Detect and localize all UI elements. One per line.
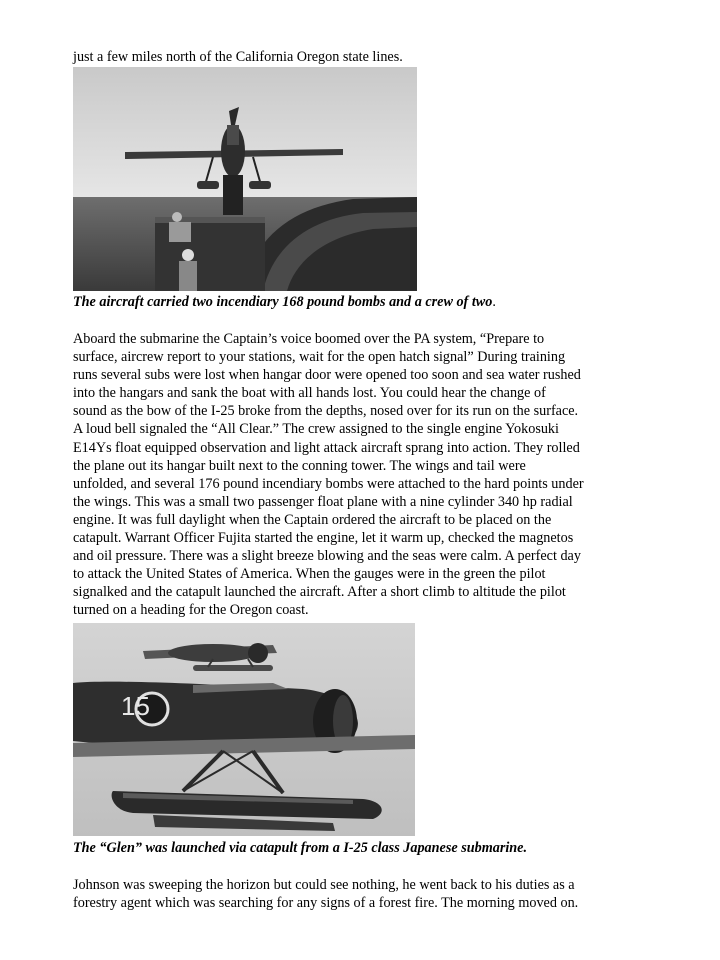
photo-floatplanes-in-flight (73, 623, 415, 836)
photo-floatplanes-in-flight-image (73, 623, 415, 836)
photo1-caption-period: . (492, 294, 496, 310)
photo1-caption (73, 293, 653, 311)
body-line: turned on a heading for the Oregon coast. (73, 602, 309, 619)
closing-paragraph (73, 876, 653, 912)
body-line: sound as the bow of the I-25 broke from the depths, nosed over for its run on the surface. (73, 403, 579, 420)
body-line: signalked and the catapult launched the aircraft. After a short climb to altitude the pilot (73, 584, 566, 601)
body-line: surface, aircrew report to your stations, wait for the open hatch signal” During training (73, 349, 566, 366)
body-paragraph (73, 330, 653, 620)
body-line: Aboard the submarine the Captain’s voice boomed over the PA system, “Prepare to (73, 331, 545, 347)
photo-aircraft-on-submarine-image (73, 67, 417, 291)
body-line: runs several subs were lost when hangar door were opened too soon and sea water rushed (73, 367, 581, 384)
closing-line: Johnson was sweeping the horizon but could see nothing, he went back to his duties as a (73, 877, 575, 893)
body-line: unfolded, and several 176 pound incendiary bombs were attached to the hard points under (73, 475, 584, 492)
body-line: A loud bell signaled the “All Clear.” The crew assigned to the single engine Yokosuki (73, 421, 559, 438)
body-line: to attack the United States of America. When the gauges were in the green the pilot (73, 566, 546, 583)
body-line: engine. It was full daylight when the Captain ordered the aircraft to be placed on the (73, 511, 552, 528)
body-line: the wings. This was a small two passenger float plane with a nine cylinder 340 hp radial (73, 493, 573, 510)
body-line: E14Ys float equipped observation and light attack aircraft sprang into action. They rolled (73, 439, 580, 456)
photo1-caption-block (73, 293, 653, 311)
aircraft-number-marking: 15 (121, 691, 150, 721)
photo1-caption-text: The aircraft carried two incendiary 168 pound bombs and a crew of two (73, 294, 493, 310)
photo2-caption-block (73, 839, 653, 857)
body-line: into the hangars and sank the boat with all hands lost. You could hear the change of (73, 385, 546, 402)
photo2-caption: The “Glen” was launched via catapult from a I-25 class Japanese submarine. (73, 840, 528, 856)
body-line: the plane out its hangar built next to the conning tower. The wings and tail were (73, 457, 526, 474)
photo-aircraft-on-submarine (73, 67, 417, 291)
body-line: and oil pressure. There was a slight breeze blowing and the seas were calm. A perfect day (73, 548, 581, 565)
closing-line: forestry agent which was searching for any signs of a forest fire. The morning moved on. (73, 895, 579, 912)
body-line: catapult. Warrant Officer Fujita started the engine, let it warm up, checked the magnetos (73, 530, 574, 547)
intro-line: just a few miles north of the California Oregon state lines. (73, 49, 403, 65)
intro-paragraph (73, 48, 653, 66)
